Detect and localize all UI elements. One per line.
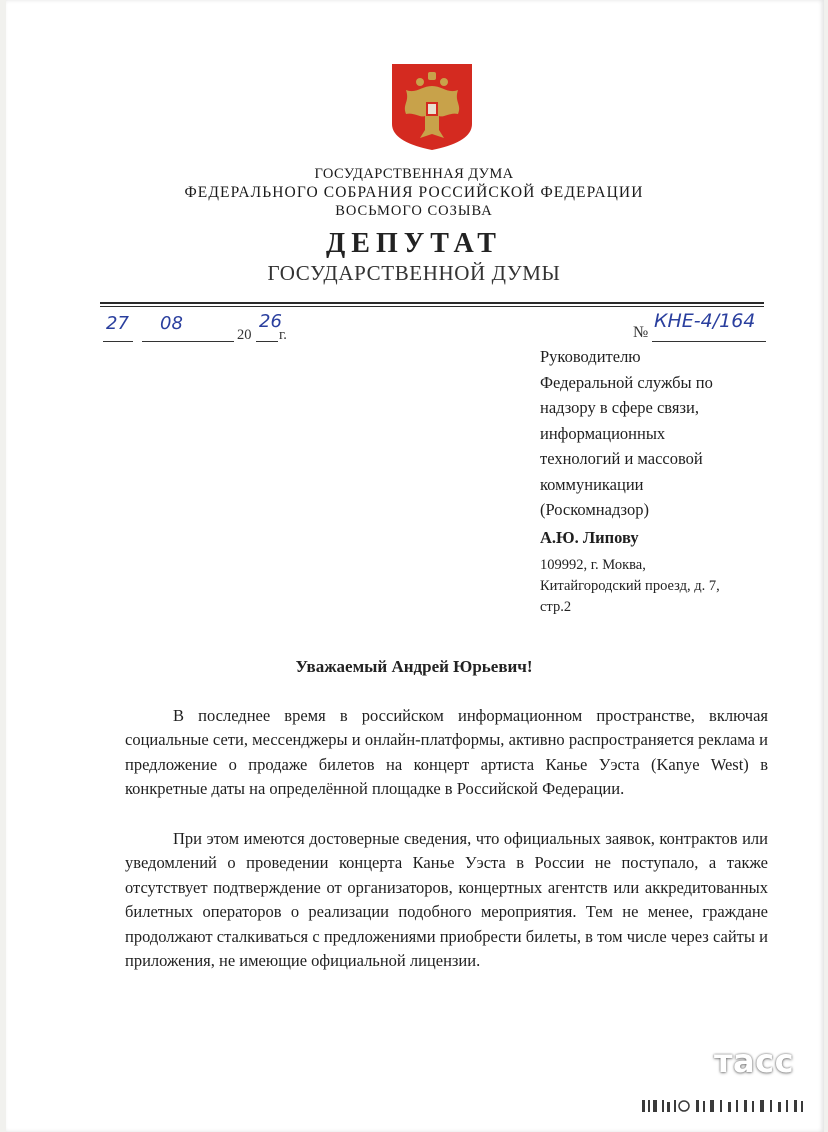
scan-noise-marks bbox=[640, 1098, 808, 1114]
body-paragraph-1: В последнее время в российском информационном пространстве, включая социальные сети, мессенджеры и онлайн-платформы, активно распространяется реклама и предложение о продаже билетов на концерт артиста Канье Уэста (Kanye West) в конкретные даты на определённой площадке в Российской Федерации. bbox=[125, 706, 768, 799]
addressee-line: информационных bbox=[540, 423, 666, 443]
date-year-suffix: 26 bbox=[259, 311, 282, 332]
date-day-underline bbox=[103, 341, 133, 342]
addressee-line: надзору в сфере связи, bbox=[540, 398, 699, 417]
header-line-3: ВОСЬМОГО СОЗЫВА bbox=[335, 203, 493, 219]
subtitle-duma: ГОСУДАРСТВЕННОЙ ДУМЫ bbox=[267, 261, 561, 285]
address-line: Китайгородский проезд, д. 7, bbox=[540, 578, 720, 594]
date-day: 27 bbox=[106, 313, 129, 334]
addressee-line: коммуникации bbox=[540, 474, 644, 494]
greeting: Уважаемый Андрей Юрьевич! bbox=[295, 657, 533, 676]
address-line: стр.2 bbox=[540, 599, 572, 615]
addressee-line: Руководителю bbox=[540, 347, 641, 366]
addressee-line: Федеральной службы по bbox=[540, 372, 713, 392]
addressee-line: технологий и массовой bbox=[540, 449, 703, 468]
tass-watermark: тасс bbox=[714, 1042, 795, 1080]
date-month: 08 bbox=[160, 313, 183, 334]
header-line-2: ФЕДЕРАЛЬНОГО СОБРАНИЯ РОССИЙСКОЙ ФЕДЕРАЦИИ bbox=[184, 184, 644, 201]
header-rule-thick bbox=[100, 302, 764, 304]
addressee-name: А.Ю. Липову bbox=[540, 527, 639, 547]
russian-coat-of-arms-icon bbox=[392, 64, 472, 150]
date-year-prefix: 20 bbox=[237, 327, 252, 343]
header-line-1: ГОСУДАРСТВЕННАЯ ДУМА bbox=[314, 166, 514, 182]
header-rule-thin bbox=[100, 306, 764, 307]
date-suffix: г. bbox=[279, 327, 287, 343]
address-line: 109992, г. Моква, bbox=[540, 557, 646, 573]
date-year-underline bbox=[256, 341, 278, 342]
document-number: КНЕ-4/164 bbox=[654, 310, 756, 332]
address-block bbox=[540, 555, 780, 618]
addressee-line: (Роскомнадзор) bbox=[540, 500, 649, 519]
number-sign: № bbox=[633, 324, 649, 341]
addressee-block bbox=[540, 344, 770, 550]
date-month-underline bbox=[142, 341, 234, 342]
body-paragraph-2: При этом имеются достоверные сведения, что официальных заявок, контрактов или уведомлений о проведении концерта Канье Уэста в России не поступало, а также отсутствует подтверждение от организаторов, концертных агентств или аккредитованных билетных операторов о реализации подобного мероприятия. Тем не менее, граждане продолжают сталкиваться с предложениями приобрести билеты, в том числе через сайты и приложения, не имеющие официальной лицензии. bbox=[125, 829, 768, 971]
number-underline bbox=[652, 341, 766, 342]
title-deputat: ДЕПУТАТ bbox=[326, 228, 502, 259]
